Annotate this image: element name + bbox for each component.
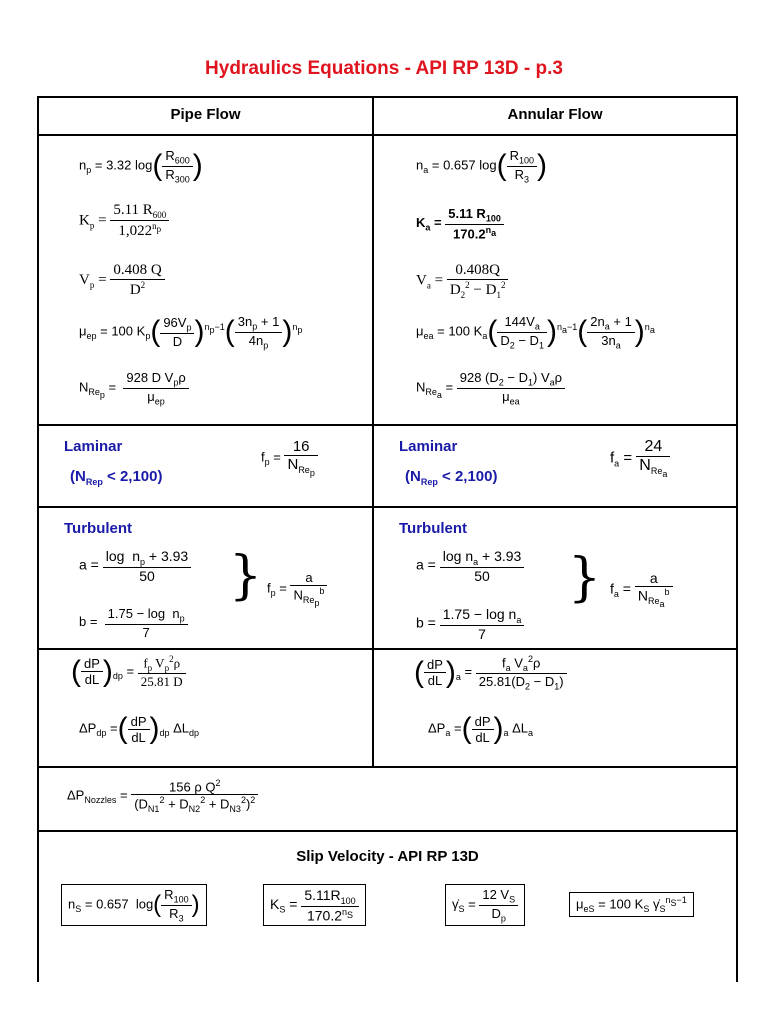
pipe-flow-header: Pipe Flow bbox=[38, 97, 373, 135]
laminar-label: Laminar bbox=[64, 438, 123, 455]
pipe-pressure-cell bbox=[38, 649, 373, 767]
delta-p-annular-equation: $\Delta P_a$ =( $\frac{dP}{dL}$ )$_a$ $\Delta L_a$ bbox=[428, 712, 534, 745]
mu-ea-equation: $\mu_{ea} = 100$ $K_a$( $\frac{144V_a}{D_2 - D_1}$ )$^{n_a-1}$( $\frac{2n_a + 1}{3n_a}$ )$^{n_a}$ bbox=[416, 314, 655, 351]
slip-velocity-title: Slip Velocity - API RP 13D bbox=[296, 848, 479, 865]
b-annular-equation: b = $\frac{1.75 - \log n_a}{7}$ bbox=[416, 606, 524, 642]
nozzles-cell bbox=[38, 767, 737, 831]
ns-equation-box: $n_S = 0.657$ log( $\frac{R_{100}}{R_3}$ ) bbox=[61, 884, 207, 926]
pipe-rheology-cell bbox=[38, 135, 373, 425]
annular-rheology-cell bbox=[373, 135, 737, 425]
gamma-equation-box: $\gammȧ_S$ = $\frac{12 V_S}{D_p}$ bbox=[445, 884, 525, 926]
vp-equation: $V_p$ = $\frac{0.408 Q}{D^2}$ bbox=[79, 262, 165, 299]
pipe-laminar-cell bbox=[38, 425, 373, 507]
slip-velocity-row bbox=[38, 831, 737, 982]
rheology-row bbox=[38, 135, 737, 425]
dpdl-annular-equation: ( $\frac{dP}{dL}$ )$_a$ = $\frac{f_a V_a^2\rho}{25.81(D_2 - D_1)}$ bbox=[414, 654, 567, 692]
slip-velocity-cell bbox=[38, 831, 737, 982]
turbulent-row bbox=[38, 507, 737, 649]
nre-pipe-equation: $N_{Re_p}$ = $\frac{928 D V_p\rho}{\mu_{ep}}$ bbox=[79, 370, 189, 406]
brace-pipe: } bbox=[229, 546, 263, 606]
a-annular-equation: a = $\frac{\log n_a + 3.93}{50}$ bbox=[416, 548, 524, 584]
annular-laminar-cell bbox=[373, 425, 737, 507]
a-pipe-equation: a = $\frac{\log n_p + 3.93}{50}$ bbox=[79, 548, 191, 584]
fp-laminar-equation: $f_p$ = $\frac{16}{N_{Re_p}}$ bbox=[261, 438, 318, 478]
annular-turbulent-cell bbox=[373, 507, 737, 649]
nozzle-pressure-equation: $\Delta P_{Nozzles}$ = $\frac{156 \rho Q^2}{(D_{N1}^2 + D_{N2}^2 + D_{N3}^2)^2}$ bbox=[67, 778, 258, 814]
header-row bbox=[38, 97, 737, 135]
annular-pressure-cell bbox=[373, 649, 737, 767]
page-title: Hydraulics Equations - API RP 13D - p.3 bbox=[205, 58, 563, 79]
np-equation: $n_p = 3.32$ log( $\frac{R_{600}}{R_{300}}$ ) bbox=[79, 148, 203, 185]
fa-turbulent-equation: $f_a$ = $\frac{a}{N_{Re_a}^b}$ bbox=[610, 570, 673, 609]
laminar-label-annular: Laminar bbox=[399, 438, 458, 455]
annular-flow-header: Annular Flow bbox=[373, 97, 737, 135]
fp-turbulent-equation: $f_p$ = $\frac{a}{N_{Re_p}^b}$ bbox=[267, 570, 327, 608]
nre-annular-equation: $N_{Re_a}$ = $\frac{928 (D_2 - D_1) V_a\rho}{\mu_{ea}}$ bbox=[416, 370, 565, 406]
brace-annular: } bbox=[568, 548, 602, 608]
pressure-row bbox=[38, 649, 737, 767]
pipe-turbulent-cell bbox=[38, 507, 373, 649]
nozzles-row bbox=[38, 767, 737, 831]
va-equation: $V_a$ = $\frac{0.408Q}{D_2^2 - D_1^2}$ bbox=[416, 262, 508, 300]
ka-equation: $K_a$ = $\frac{5.11 R_{100}}{170.2^{n_a}}$ bbox=[416, 206, 504, 241]
ks-equation-box: $K_S$ = $\frac{5.11R_{100}}{170.2^{n_S}}$ bbox=[263, 884, 366, 926]
mu-ep-equation: $\mu_{ep} = 100$ $K_p$( $\frac{96V_p}{D}$ )$^{n_p-1}$( $\frac{3n_p + 1}{4n_p}$ )$^{n_p}$ bbox=[79, 314, 303, 351]
dpdl-pipe-equation: ( $\frac{dP}{dL}$ )$_{dp}$ = $\frac{f_p V_p^2\rho}{25.81 D}$ bbox=[71, 654, 186, 690]
laminar-condition-annular: $(N_{Rep} < 2,100)$ bbox=[405, 468, 498, 487]
b-pipe-equation: b = $\frac{1.75 - \log n_p}{7}$ bbox=[79, 606, 188, 640]
kp-equation: $K_p$ = $\frac{5.11 R_{600}}{1,022^{n_p}}$ bbox=[79, 202, 169, 240]
equations-table bbox=[37, 96, 738, 982]
na-equation: $n_a = 0.657$ log( $\frac{R_{100}}{R_3}$ ) bbox=[416, 148, 547, 185]
turbulent-label-annular: Turbulent bbox=[399, 520, 468, 537]
fa-laminar-equation: $f_a$ = $\frac{24}{N_{Re_a}}$ bbox=[610, 438, 670, 479]
turbulent-label: Turbulent bbox=[64, 520, 133, 537]
delta-p-pipe-equation: $\Delta P_{dp}$ =( $\frac{dP}{dL}$ )$_{dp}$ $\Delta L_{dp}$ bbox=[79, 712, 200, 745]
laminar-row bbox=[38, 425, 737, 507]
laminar-condition: $(N_{Rep} < 2,100)$ bbox=[70, 468, 163, 487]
mu-es-equation-box: $\mu_{eS} = 100$ $K_S$ $\gammȧ_S^{n_S-1}$ bbox=[569, 892, 694, 917]
